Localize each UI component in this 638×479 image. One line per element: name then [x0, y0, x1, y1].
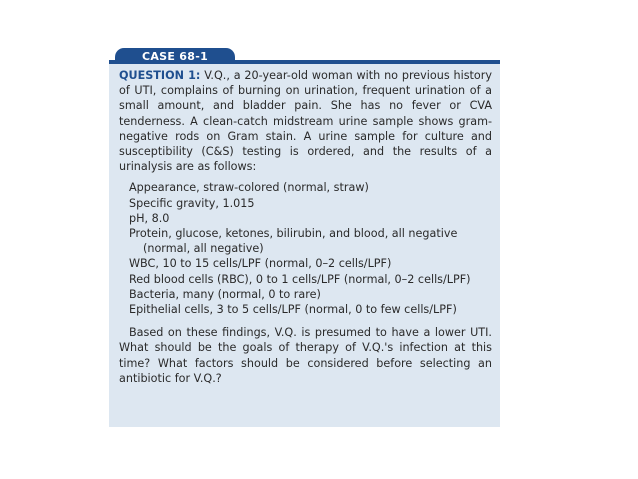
result-item: pH, 8.0	[129, 211, 170, 225]
urinalysis-results-list	[119, 180, 492, 317]
result-item: Epithelial cells, 3 to 5 cells/LPF (normal, 0 to few cells/LPF)	[129, 303, 457, 317]
result-item: Protein, glucose, ketones, bilirubin, and blood, all negative (normal, all negative)	[129, 227, 458, 256]
result-item: Specific gravity, 1.015	[129, 196, 255, 210]
closing-paragraph: Based on these findings, V.Q. is presumed to have a lower UTI. What should be the goals of therapy of V.Q.'s infection at this time? What factors should be considered before selecting an antibiotic for V.Q.?	[119, 326, 492, 385]
question-text: V.Q., a 20-year-old woman with no previous history of UTI, complains of burning on urination, frequent urination of a small amount, and bladder pain. She has no fever or CVA tenderness. A clean-catch midstream urine sample shows gram-negative rods on Gram stain. A urine sample for culture and susceptibility (C&S) testing is ordered, and the results of a urinalysis are as follows:	[119, 69, 492, 174]
result-item: Bacteria, many (normal, 0 to rare)	[129, 287, 321, 301]
case-label: CASE 68-1	[115, 48, 235, 66]
question-label: QUESTION 1:	[119, 69, 201, 82]
result-item: WBC, 10 to 15 cells/LPF (normal, 0–2 cells/LPF)	[129, 257, 392, 271]
case-box	[109, 64, 500, 427]
result-item: Red blood cells (RBC), 0 to 1 cells/LPF (normal, 0–2 cells/LPF)	[129, 272, 471, 286]
question-paragraph	[119, 68, 492, 174]
result-item: Appearance, straw-colored (normal, straw)	[129, 181, 369, 195]
